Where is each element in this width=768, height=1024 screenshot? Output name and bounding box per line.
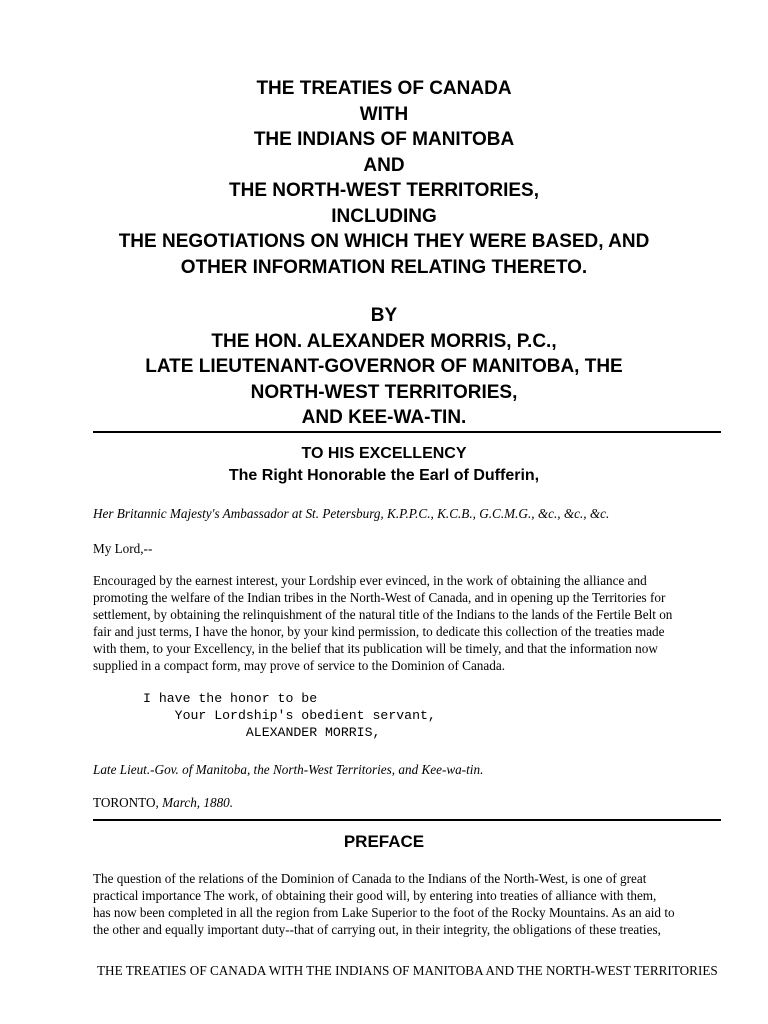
- closing-line: Your Lordship's obedient servant,: [143, 708, 436, 723]
- running-footer: THE TREATIES OF CANADA WITH THE INDIANS OF MANITOBA AND THE NORTH-WEST TERRITORIES: [97, 963, 718, 978]
- dedication-paragraph: [93, 572, 733, 674]
- signature-block: [143, 690, 436, 741]
- paragraph-line: The question of the relations of the Dominion of Canada to the Indians of the North-West, is one of great: [93, 871, 647, 886]
- preface-paragraph: [93, 870, 733, 938]
- paragraph-line: supplied in a compact form, may prove of service to the Dominion of Canada.: [93, 658, 505, 673]
- author-line: THE HON. ALEXANDER MORRIS, P.C.,: [211, 330, 557, 352]
- author-line: AND KEE-WA-TIN.: [301, 407, 467, 428]
- salutation: My Lord,--: [93, 541, 153, 556]
- date: March, 1880.: [162, 795, 234, 810]
- book-title: [0, 76, 768, 280]
- title-line: THE TREATIES OF CANADA: [256, 78, 512, 99]
- author-line: BY: [370, 305, 398, 326]
- paragraph-line: settlement, by obtaining the relinquishment of the natural title of the Indians to the lands of the Fertile Belt on: [93, 607, 673, 622]
- author-block: [0, 303, 768, 431]
- place-date: [93, 794, 733, 811]
- paragraph-line: has now been completed in all the region from Lake Superior to the foot of the Rocky Mountains. As an aid to: [93, 905, 675, 920]
- dedication-heading: [0, 443, 768, 487]
- dedication-line: TO HIS EXCELLENCY: [301, 445, 467, 462]
- horizontal-divider: [93, 819, 721, 821]
- place: TORONTO,: [93, 795, 159, 810]
- horizontal-divider: [93, 431, 721, 433]
- closing-line: I have the honor to be: [143, 691, 318, 706]
- title-line: INCLUDING: [331, 205, 437, 227]
- dedication-line: The Right Honorable the Earl of Dufferin,: [228, 467, 540, 484]
- author-line: NORTH-WEST TERRITORIES,: [250, 381, 518, 403]
- title-line: THE NEGOTIATIONS ON WHICH THEY WERE BASED, AND: [118, 231, 650, 252]
- paragraph-line: Encouraged by the earnest interest, your Lordship ever evinced, in the work of obtaining the alliance and: [93, 573, 647, 588]
- title-line: THE INDIANS OF MANITOBA: [253, 129, 515, 150]
- paragraph-line: fair and just terms, I have the honor, by your kind permission, to dedicate this collection of the treaties made: [93, 624, 665, 639]
- preface-heading: PREFACE: [343, 832, 425, 851]
- title-line: OTHER INFORMATION RELATING THERETO.: [180, 256, 588, 278]
- paragraph-line: the other and equally important duty--that of carrying out, in their integrity, the obligations of these treaties,: [93, 922, 661, 937]
- paragraph-line: promoting the welfare of the Indian tribes in the North-West of Canada, and in opening up the Territories for: [93, 590, 666, 605]
- title-line: THE NORTH-WEST TERRITORIES,: [229, 180, 539, 201]
- title-line: AND: [363, 154, 405, 176]
- title-line: WITH: [359, 103, 409, 125]
- signatory-title: Late Lieut.-Gov. of Manitoba, the North-West Territories, and Kee-wa-tin.: [93, 762, 484, 777]
- paragraph-line: with them, to your Excellency, in the belief that its publication will be timely, and that the information now: [93, 641, 658, 656]
- ambassador-title: Her Britannic Majesty's Ambassador at St. Petersburg, K.P.P.C., K.C.B., G.C.M.G., &c., &c., &c.: [93, 506, 610, 521]
- closing-line: ALEXANDER MORRIS,: [143, 725, 381, 740]
- author-line: LATE LIEUTENANT-GOVERNOR OF MANITOBA, THE: [145, 356, 623, 377]
- paragraph-line: practical importance The work, of obtaining their good will, by entering into treaties of alliance with them,: [93, 888, 657, 903]
